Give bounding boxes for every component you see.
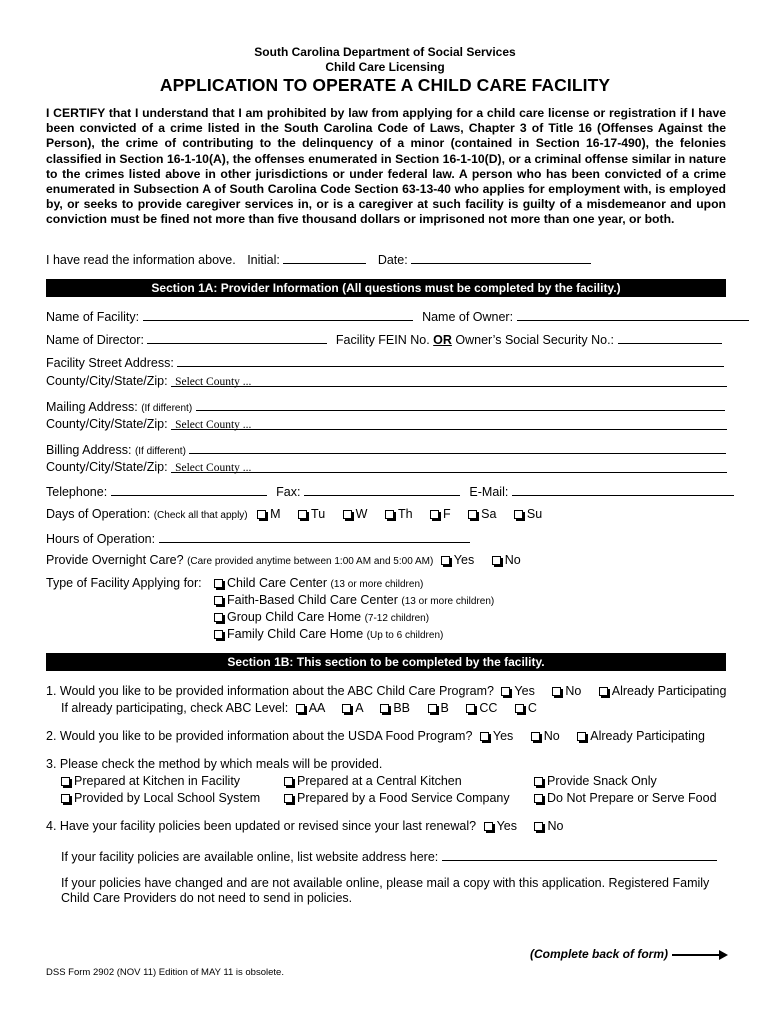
fein-label: Facility FEIN No. — [335, 333, 430, 347]
billing-address-field[interactable] — [189, 441, 726, 454]
date-label: Date: — [377, 253, 408, 267]
billing-county-row — [46, 460, 727, 474]
mailing-county-field[interactable] — [171, 417, 727, 430]
date-field[interactable] — [411, 251, 591, 264]
abc-checkbox-bb[interactable]: BB — [380, 701, 410, 715]
checkbox-icon — [480, 732, 489, 741]
mailing-address-row — [46, 398, 725, 414]
checkbox-icon — [514, 510, 523, 519]
initial-label: Initial: — [247, 253, 280, 267]
checkbox-icon — [534, 822, 543, 831]
telephone-label: Telephone: — [46, 485, 108, 499]
ssn-label: Owner’s Social Security No.: — [455, 333, 615, 347]
checkbox-icon — [531, 732, 540, 741]
hours-label: Hours of Operation: — [46, 532, 156, 546]
fax-label: Fax: — [276, 485, 301, 499]
q1-no-checkbox[interactable]: No — [552, 684, 581, 698]
checkbox-icon — [342, 704, 351, 713]
division-name: Child Care Licensing — [325, 60, 445, 74]
billing-if-different: (If different) — [134, 446, 186, 457]
q2-no-checkbox[interactable]: No — [531, 729, 560, 743]
billing-address-label: Billing Address: — [46, 443, 132, 457]
meal-checkbox-central-kitchen[interactable]: Prepared at a Central Kitchen — [284, 774, 462, 788]
website-label: If your facility policies are available online, list website address here: — [61, 850, 439, 864]
checkbox-icon — [380, 704, 389, 713]
abc-checkbox-cc[interactable]: CC — [466, 701, 497, 715]
select-county-dropdown[interactable]: Select County ... — [175, 419, 252, 431]
fax-field[interactable] — [304, 483, 460, 496]
checkbox-icon — [466, 704, 475, 713]
director-fein-row — [46, 331, 722, 347]
days-note: (Check all that apply) — [153, 510, 248, 521]
overnight-row — [46, 553, 521, 567]
question-2 — [46, 729, 705, 743]
q2-yes-checkbox[interactable]: Yes — [480, 729, 513, 743]
telephone-field[interactable] — [111, 483, 267, 496]
read-statement: I have read the information above. — [46, 253, 236, 267]
owner-name-field[interactable] — [517, 308, 749, 321]
day-checkbox-f[interactable]: F — [430, 507, 451, 521]
mailing-address-field[interactable] — [196, 398, 725, 411]
checkbox-icon — [430, 510, 439, 519]
days-of-operation-row — [46, 507, 542, 521]
meal-checkbox-kitchen[interactable]: Prepared at Kitchen in Facility — [61, 774, 240, 788]
q1-already-checkbox[interactable]: Already Participating — [599, 684, 727, 698]
q1-yes-checkbox[interactable]: Yes — [501, 684, 534, 698]
hours-field[interactable] — [159, 530, 470, 543]
meal-checkbox-snack-only[interactable]: Provide Snack Only — [534, 774, 657, 788]
mailing-if-different: (If different) — [141, 403, 193, 414]
street-address-field[interactable] — [177, 354, 724, 367]
q4-text: 4. Have your facility policies been updated or revised since your last renewal? — [46, 819, 477, 833]
county-label: County/City/State/Zip: — [46, 417, 168, 431]
overnight-no-checkbox[interactable]: No — [492, 553, 521, 567]
facility-type-label: Type of Facility Applying for: — [46, 576, 202, 590]
checkbox-icon — [534, 794, 543, 803]
checkbox-icon — [61, 777, 70, 786]
q4-no-checkbox[interactable]: No — [534, 819, 563, 833]
checkbox-icon — [343, 510, 352, 519]
director-name-field[interactable] — [147, 331, 327, 344]
meal-checkbox-food-service[interactable]: Prepared by a Food Service Company — [284, 791, 510, 805]
email-label: E-Mail: — [469, 485, 509, 499]
abc-checkbox-a[interactable]: A — [342, 701, 363, 715]
overnight-yes-checkbox[interactable]: Yes — [441, 553, 474, 567]
overnight-label: Provide Overnight Care? — [46, 553, 184, 567]
hours-row — [46, 530, 470, 546]
checkbox-icon — [257, 510, 266, 519]
form-id: DSS Form 2902 (NOV 11) Edition of MAY 11 is obsolete. — [46, 967, 284, 978]
abc-checkbox-c[interactable]: C — [515, 701, 537, 715]
facility-owner-row — [46, 308, 726, 324]
mailing-address-label: Mailing Address: — [46, 400, 138, 414]
initial-field[interactable] — [283, 251, 366, 264]
q1-text: 1. Would you like to be provided information about the ABC Child Care Program? — [46, 684, 494, 698]
policies-mail-note: If your policies have changed and are not available online, please mail a copy with this application. Registered Family Child Care Providers do not need to send in policies. — [61, 876, 710, 905]
day-checkbox-su[interactable]: Su — [514, 507, 542, 521]
checkbox-icon — [552, 687, 561, 696]
q2-already-checkbox[interactable]: Already Participating — [577, 729, 705, 743]
meal-checkbox-no-food[interactable]: Do Not Prepare or Serve Food — [534, 791, 717, 805]
q2-text: 2. Would you like to be provided information about the USDA Food Program? — [46, 729, 473, 743]
checkbox-icon — [214, 579, 223, 588]
abc-level-label: If already participating, check ABC Level: — [61, 701, 289, 715]
checkbox-icon — [214, 596, 223, 605]
question-1 — [46, 684, 726, 698]
abc-checkbox-aa[interactable]: AA — [296, 701, 325, 715]
certification-statement: I CERTIFY that I understand that I am prohibited by law from applying for a child care license or registration if I have been convicted of a crime listed in the South Carolina Code of Laws, Chapter 3 of Title 16 (Offenses Against the Person), the crime of contributing to the delinquency of a minor (contained in Section 16-17-490), the felonies classified in Section 16-1-10(A), the offenses enumerated in Section 16-1-10(D), or a criminal offense similar in nature to the crimes listed above in other jurisdictions or under federal law. A person who has been convicted of a crime enumerated in Subsection A of South Carolina Code Section 63-13-40 who applies for employment with, is employed by, or seeks to provide caregiver services in, or is a caregiver at such facility is guilty of a misdemeanor and upon conviction must be fined not more than five thousand dollars or imprisoned not more than one year, or both. — [46, 106, 726, 227]
day-checkbox-tu[interactable]: Tu — [298, 507, 325, 521]
abc-level-row — [61, 701, 537, 715]
q4-yes-checkbox[interactable]: Yes — [484, 819, 517, 833]
day-checkbox-th[interactable]: Th — [385, 507, 413, 521]
select-county-dropdown[interactable]: Select County ... — [175, 462, 252, 474]
section-1b-header: Section 1B: This section to be completed by the facility. — [46, 653, 726, 671]
checkbox-icon — [468, 510, 477, 519]
checkbox-icon — [534, 777, 543, 786]
checkbox-icon — [515, 704, 524, 713]
select-county-dropdown[interactable]: Select County ... — [175, 376, 252, 388]
type-checkbox-family-home[interactable]: Family Child Care Home (Up to 6 children) — [214, 627, 443, 641]
checkbox-icon — [214, 613, 223, 622]
street-county-field[interactable] — [171, 374, 727, 387]
type-checkbox-child-care-center[interactable]: Child Care Center (13 or more children) — [214, 576, 423, 590]
type-checkbox-faith-based-center[interactable]: Faith-Based Child Care Center (13 or more children) — [214, 593, 494, 607]
street-address-label: Facility Street Address: — [46, 356, 174, 370]
agency-name: South Carolina Department of Social Services — [254, 45, 516, 59]
county-label: County/City/State/Zip: — [46, 460, 168, 474]
fein-ssn-field[interactable] — [618, 331, 722, 344]
days-label: Days of Operation: — [46, 507, 151, 521]
email-field[interactable] — [512, 483, 734, 496]
contact-row — [46, 483, 734, 499]
checkbox-icon — [214, 630, 223, 639]
abc-checkbox-b[interactable]: B — [428, 701, 449, 715]
form-title: APPLICATION TO OPERATE A CHILD CARE FACILITY — [159, 75, 611, 95]
street-county-row — [46, 374, 727, 388]
website-row — [61, 848, 717, 864]
checkbox-icon — [284, 794, 293, 803]
county-label: County/City/State/Zip: — [46, 374, 168, 388]
checkbox-icon — [61, 794, 70, 803]
checkbox-icon — [296, 704, 305, 713]
day-checkbox-w[interactable]: W — [343, 507, 368, 521]
checkbox-icon — [284, 777, 293, 786]
checkbox-icon — [492, 556, 501, 565]
director-name-label: Name of Director: — [46, 333, 144, 347]
question-4 — [46, 819, 563, 833]
checkbox-icon — [501, 687, 510, 696]
facility-name-label: Name of Facility: — [46, 310, 140, 324]
right-arrow-icon — [672, 954, 726, 956]
checkbox-icon — [428, 704, 437, 713]
website-field[interactable] — [442, 848, 717, 861]
checkbox-icon — [385, 510, 394, 519]
meal-checkbox-school-system[interactable]: Provided by Local School System — [61, 791, 260, 805]
checkbox-icon — [599, 687, 608, 696]
checkbox-icon — [484, 822, 493, 831]
overnight-note: (Care provided anytime between 1:00 AM and 5:00 AM) — [187, 556, 434, 567]
day-checkbox-m[interactable]: M — [257, 507, 280, 521]
question-3: 3. Please check the method by which meals will be provided. — [46, 757, 383, 771]
street-address-row — [46, 354, 724, 370]
fein-or: OR — [433, 333, 452, 347]
continue-note: (Complete back of form) — [530, 947, 726, 961]
checkbox-icon — [441, 556, 450, 565]
type-checkbox-group-home[interactable]: Group Child Care Home (7-12 children) — [214, 610, 429, 624]
checkbox-icon — [577, 732, 586, 741]
billing-address-row — [46, 441, 726, 457]
owner-name-label: Name of Owner: — [422, 310, 514, 324]
section-1a-header: Section 1A: Provider Information (All questions must be completed by the facility.) — [46, 279, 726, 297]
mailing-county-row — [46, 417, 727, 431]
checkbox-icon — [298, 510, 307, 519]
billing-county-field[interactable] — [171, 460, 727, 473]
day-checkbox-sa[interactable]: Sa — [468, 507, 496, 521]
acknowledgement-row — [46, 251, 591, 267]
facility-name-field[interactable] — [143, 308, 413, 321]
